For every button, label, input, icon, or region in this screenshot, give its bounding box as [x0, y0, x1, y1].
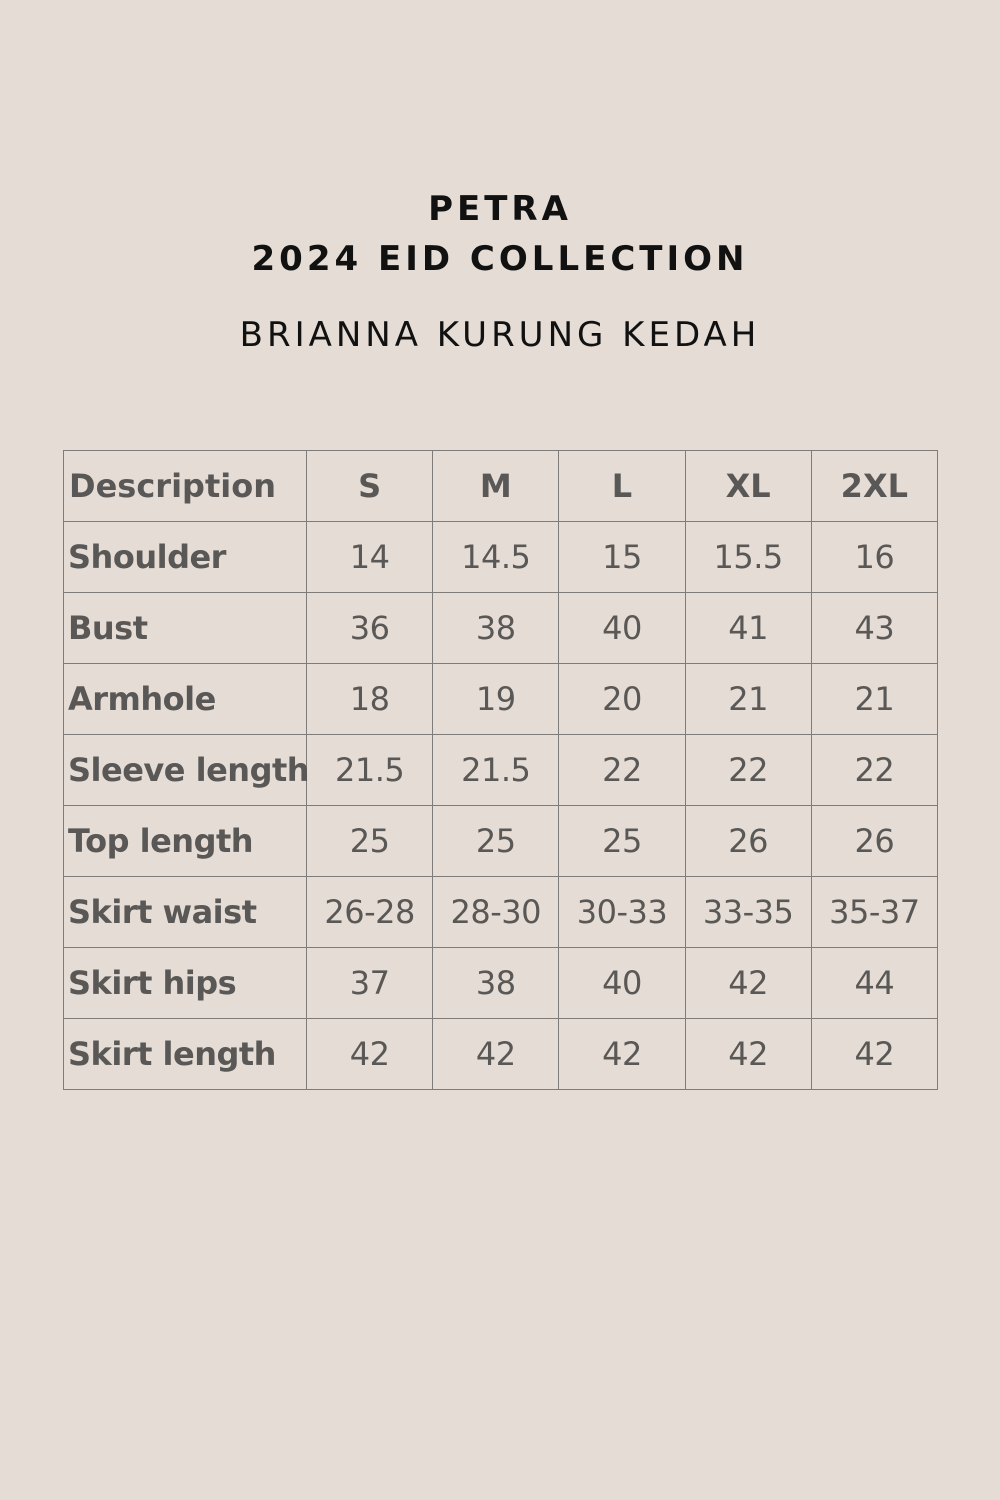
table-cell: 35-37	[811, 877, 937, 948]
table-cell: 21.5	[433, 735, 559, 806]
table-row	[64, 593, 938, 664]
row-label: Skirt hips	[64, 948, 307, 1019]
row-label: Bust	[64, 593, 307, 664]
table-cell: 38	[433, 948, 559, 1019]
table-cell: 38	[433, 593, 559, 664]
table-row	[64, 522, 938, 593]
table-cell: 42	[685, 948, 811, 1019]
table-cell: 42	[433, 1019, 559, 1090]
column-header-size: 2XL	[811, 451, 937, 522]
column-header-size: M	[433, 451, 559, 522]
table-cell: 37	[307, 948, 433, 1019]
table-row	[64, 1019, 938, 1090]
table-cell: 16	[811, 522, 937, 593]
table-body	[64, 522, 938, 1090]
table-cell: 33-35	[685, 877, 811, 948]
table-cell: 22	[685, 735, 811, 806]
table-row	[64, 735, 938, 806]
column-header-size: XL	[685, 451, 811, 522]
table-row	[64, 877, 938, 948]
table-cell: 36	[307, 593, 433, 664]
table-header-row	[64, 451, 938, 522]
row-label: Top length	[64, 806, 307, 877]
row-label: Sleeve length	[64, 735, 307, 806]
table-cell: 42	[559, 1019, 685, 1090]
size-chart-table	[63, 450, 938, 1090]
collection-title: 2024 EID COLLECTION	[251, 239, 749, 279]
table-cell: 19	[433, 664, 559, 735]
table-cell: 25	[433, 806, 559, 877]
table-cell: 44	[811, 948, 937, 1019]
table-cell: 41	[685, 593, 811, 664]
table-cell: 43	[811, 593, 937, 664]
column-header-size: S	[307, 451, 433, 522]
table-cell: 26	[811, 806, 937, 877]
column-header-size: L	[559, 451, 685, 522]
table-cell: 15.5	[685, 522, 811, 593]
brand-title: PETRA	[428, 189, 572, 229]
table-cell: 14	[307, 522, 433, 593]
row-label: Shoulder	[64, 522, 307, 593]
table-cell: 28-30	[433, 877, 559, 948]
table-cell: 30-33	[559, 877, 685, 948]
table-row	[64, 664, 938, 735]
table-row	[64, 948, 938, 1019]
table-cell: 20	[559, 664, 685, 735]
column-header-description: Description	[64, 451, 307, 522]
table-cell: 21	[685, 664, 811, 735]
table-cell: 26-28	[307, 877, 433, 948]
table-cell: 21	[811, 664, 937, 735]
table-cell: 42	[307, 1019, 433, 1090]
table-cell: 25	[559, 806, 685, 877]
table-cell: 25	[307, 806, 433, 877]
title-block	[0, 188, 1000, 356]
row-label: Skirt length	[64, 1019, 307, 1090]
table-cell: 14.5	[433, 522, 559, 593]
table-cell: 22	[559, 735, 685, 806]
table-cell: 18	[307, 664, 433, 735]
table-cell: 42	[685, 1019, 811, 1090]
product-title: BRIANNA KURUNG KEDAH	[239, 315, 761, 355]
table-cell: 40	[559, 948, 685, 1019]
table-row	[64, 806, 938, 877]
row-label: Skirt waist	[64, 877, 307, 948]
row-label: Armhole	[64, 664, 307, 735]
table-cell: 15	[559, 522, 685, 593]
table-cell: 22	[811, 735, 937, 806]
table-cell: 26	[685, 806, 811, 877]
table-cell: 21.5	[307, 735, 433, 806]
table-cell: 42	[811, 1019, 937, 1090]
table-cell: 40	[559, 593, 685, 664]
